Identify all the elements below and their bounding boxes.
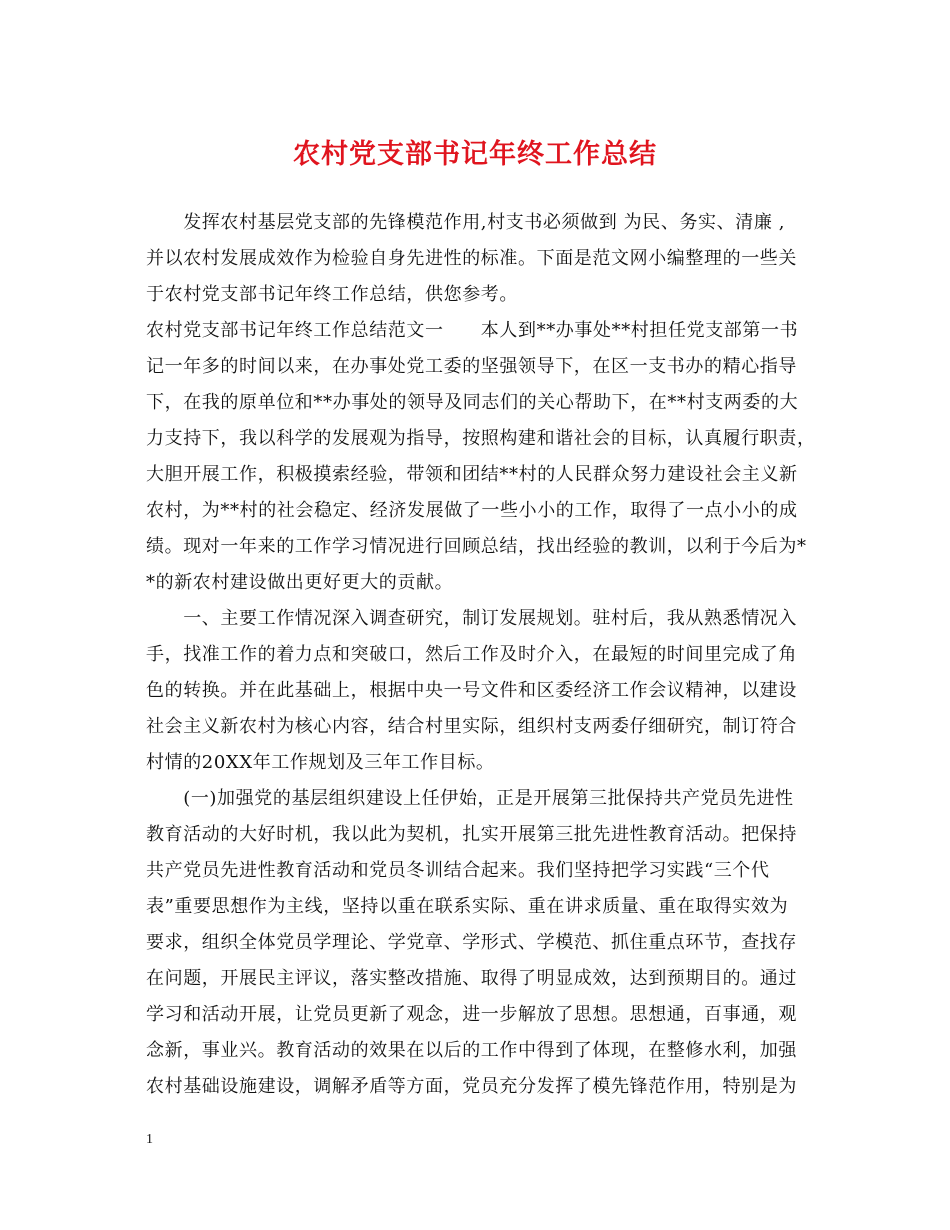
text-line: 表”重要思想作为主线，坚持以重在联系实际、重在讲求质量、重在取得实效为	[146, 896, 789, 917]
text-line: 并以农村发展成效作为检验自身先进性的标准。下面是范文网小编整理的一些关	[146, 248, 797, 269]
text-line: 发挥农村基层党支部的先锋模范作用,村支书必须做到 为民、务实、清廉 ,	[146, 212, 786, 233]
text-line: (一)加强党的基层组织建设上任伊始，正是开展第三批保持共产党员先进性	[146, 788, 794, 809]
text-line: 大胆开展工作，积极摸索经验，带领和团结**村的人民群众努力建设社会主义新	[146, 464, 798, 485]
text-line: 社会主义新农村为核心内容，结合村里实际，组织村支两委仔细研究，制订符合	[146, 716, 797, 737]
text-line: 共产党员先进性教育活动和党员冬训结合起来。我们坚持把学习实践“三个代	[146, 860, 770, 881]
text-line: *的新农村建设做出更好更大的贡献。	[146, 572, 454, 593]
text-line: 一、主要工作情况深入调查研究，制订发展规划。驻村后，我从熟悉情况入	[146, 608, 797, 629]
text-line: 在问题，开展民主评议，落实整改措施、取得了明显成效，达到预期目的。通过	[146, 968, 797, 989]
text-line: 农村，为**村的社会稳定、经济发展做了一些小小的工作，取得了一点小小的成	[146, 500, 798, 521]
page-number: 1	[146, 1132, 153, 1147]
text-line: 记一年多的时间以来，在办事处党工委的坚强领导下，在区一支书办的精心指导	[146, 356, 797, 377]
text-line: 力支持下，我以科学的发展观为指导，按照构建和谐社会的目标，认真履行职责，	[146, 428, 816, 449]
text-line: 于农村党支部书记年终工作总结，供您参考。	[146, 284, 518, 305]
text-line: 教育活动的大好时机，我以此为契机，扎实开展第三批先进性教育活动。把保持	[146, 824, 797, 845]
text-line: 绩。现对一年来的工作学习情况进行回顾总结，找出经验的教训，以利于今后为*	[146, 536, 807, 557]
text-line: 农村基础设施建设，调解矛盾等方面，党员充分发挥了模先锋范作用，特别是为	[146, 1076, 797, 1097]
text-line: 念新，事业兴。教育活动的效果在以后的工作中得到了体现，在整修水利，加强	[146, 1040, 797, 1061]
text-line: 色的转换。并在此基础上，根据中央一号文件和区委经济工作会议精神，以建设	[146, 680, 797, 701]
text-line: 下，在我的原单位和**办事处的领导及同志们的关心帮助下，在**村支两委的大	[146, 392, 799, 413]
document-body	[146, 205, 816, 1105]
text-line: 手，找准工作的着力点和突破口，然后工作及时介入，在最短的时间里完成了角	[146, 644, 797, 665]
text-line: 要求，组织全体党员学理论、学党章、学形式、学模范、抓住重点环节，查找存	[146, 932, 797, 953]
text-line: 农村党支部书记年终工作总结范文一 本人到**办事处**村担任党支部第一书	[146, 320, 799, 341]
text-line: 学习和活动开展，让党员更新了观念，进一步解放了思想。思想通，百事通，观	[146, 1004, 797, 1025]
document-title: 农村党支部书记年终工作总结	[293, 139, 657, 170]
text-line: 村情的20XX年工作规划及三年工作目标。	[146, 752, 495, 773]
